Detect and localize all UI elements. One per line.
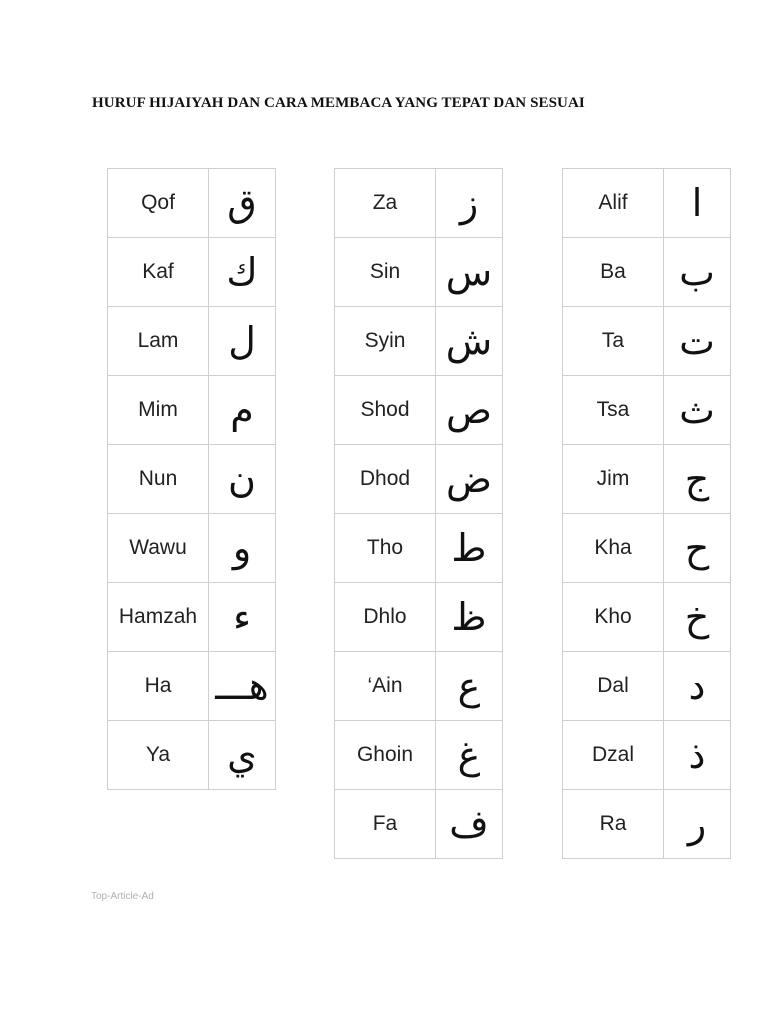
letter-row (563, 169, 731, 238)
letter-row (108, 307, 276, 376)
arabic-letter: ح (664, 514, 731, 583)
letter-name: Ya (108, 721, 209, 790)
letter-name: Dhlo (335, 583, 436, 652)
arabic-letter: و (209, 514, 276, 583)
letter-name: Lam (108, 307, 209, 376)
letter-row (335, 583, 503, 652)
letter-row (563, 583, 731, 652)
letter-row (335, 721, 503, 790)
letter-name: Jim (563, 445, 664, 514)
letter-name: Kho (563, 583, 664, 652)
arabic-letter: ب (664, 238, 731, 307)
letter-row (335, 652, 503, 721)
letter-name: Ba (563, 238, 664, 307)
letter-name: Ra (563, 790, 664, 859)
letter-row (108, 652, 276, 721)
arabic-letter: ث (664, 376, 731, 445)
letter-row (563, 307, 731, 376)
arabic-letter: ل (209, 307, 276, 376)
letter-row (108, 721, 276, 790)
letter-name: Nun (108, 445, 209, 514)
letter-row (335, 169, 503, 238)
letter-row (563, 790, 731, 859)
arabic-letter: ء (209, 583, 276, 652)
arabic-letter: ن (209, 445, 276, 514)
arabic-letter: ت (664, 307, 731, 376)
letter-name: Ta (563, 307, 664, 376)
arabic-letter: ذ (664, 721, 731, 790)
arabic-letter: هـــ (209, 652, 276, 721)
letter-name: Kha (563, 514, 664, 583)
letter-name: Kaf (108, 238, 209, 307)
arabic-letter: خ (664, 583, 731, 652)
letter-name: Fa (335, 790, 436, 859)
letter-name: Syin (335, 307, 436, 376)
letter-name: Dzal (563, 721, 664, 790)
arabic-letter: ظ (436, 583, 503, 652)
letter-name: Tsa (563, 376, 664, 445)
letter-name: Tho (335, 514, 436, 583)
letter-row (563, 721, 731, 790)
letter-name: Ha (108, 652, 209, 721)
arabic-letter: ك (209, 238, 276, 307)
letter-row (108, 169, 276, 238)
letter-name: Za (335, 169, 436, 238)
letter-row (563, 445, 731, 514)
arabic-letter: س (436, 238, 503, 307)
letter-row (563, 376, 731, 445)
letter-name: Mim (108, 376, 209, 445)
letter-name: Ghoin (335, 721, 436, 790)
arabic-letter: ش (436, 307, 503, 376)
arabic-letter: م (209, 376, 276, 445)
letter-row (335, 514, 503, 583)
letter-name: Wawu (108, 514, 209, 583)
letter-name: Qof (108, 169, 209, 238)
letter-row (335, 307, 503, 376)
arabic-letter: ي (209, 721, 276, 790)
letter-name: Sin (335, 238, 436, 307)
ad-placeholder-label: Top-Article-Ad (91, 891, 154, 902)
letter-name: Hamzah (108, 583, 209, 652)
letter-row (335, 790, 503, 859)
arabic-letter: ص (436, 376, 503, 445)
arabic-letter: ط (436, 514, 503, 583)
letter-name: Shod (335, 376, 436, 445)
letter-row (108, 583, 276, 652)
arabic-letter: ج (664, 445, 731, 514)
arabic-letter: د (664, 652, 731, 721)
letter-name: ‘Ain (335, 652, 436, 721)
arabic-letter: ز (436, 169, 503, 238)
arabic-letter: ر (664, 790, 731, 859)
letter-table-right (562, 168, 731, 859)
arabic-letter: ع (436, 652, 503, 721)
letter-row (108, 445, 276, 514)
letter-row (335, 376, 503, 445)
arabic-letter: ق (209, 169, 276, 238)
letter-row (335, 445, 503, 514)
page-title: HURUF HIJAIYAH DAN CARA MEMBACA YANG TEPAT DAN SESUAI (92, 95, 585, 111)
letter-row (108, 238, 276, 307)
letter-row (108, 376, 276, 445)
letter-row (335, 238, 503, 307)
letter-row (108, 514, 276, 583)
arabic-letter: غ (436, 721, 503, 790)
arabic-letter: ض (436, 445, 503, 514)
letter-table-left (107, 168, 276, 790)
letter-row (563, 238, 731, 307)
arabic-letter: ف (436, 790, 503, 859)
letter-row (563, 652, 731, 721)
letter-name: Alif (563, 169, 664, 238)
arabic-letter: ا (664, 169, 731, 238)
letter-name: Dhod (335, 445, 436, 514)
letter-name: Dal (563, 652, 664, 721)
letter-table-middle (334, 168, 503, 859)
letter-row (563, 514, 731, 583)
